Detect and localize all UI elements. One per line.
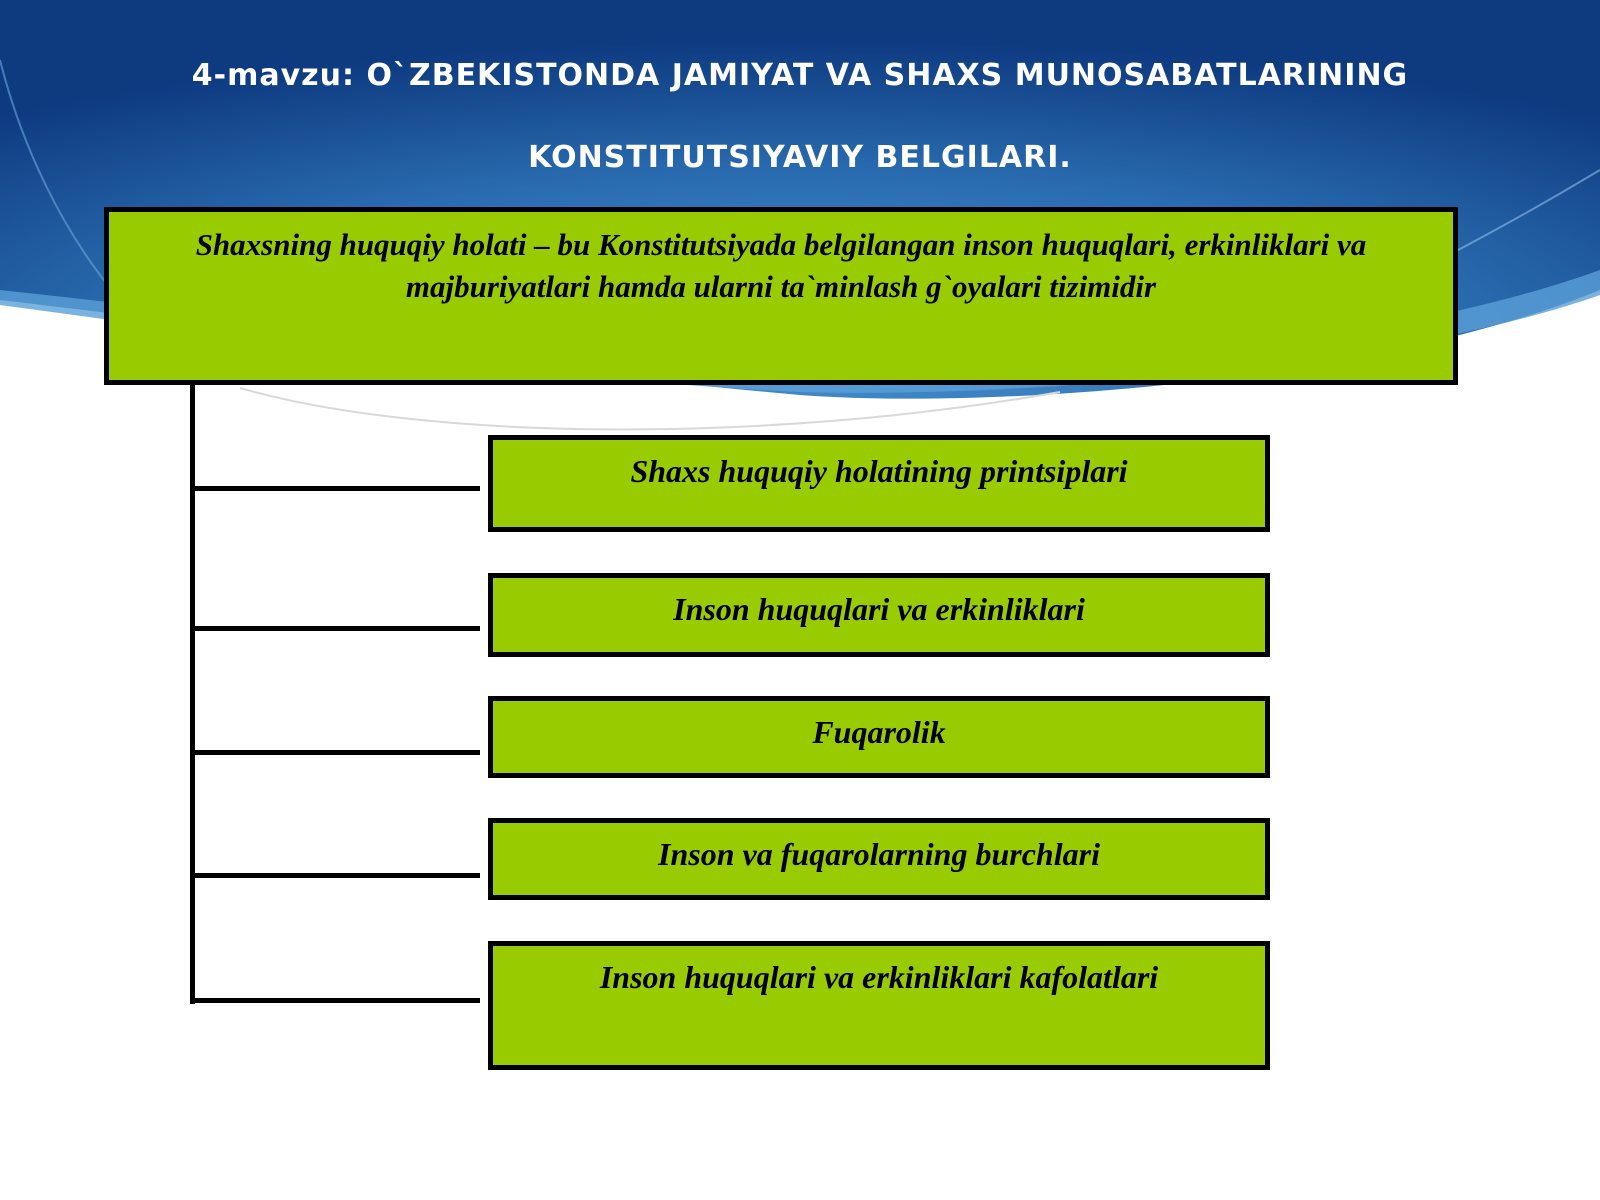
connector-branch-line — [190, 998, 480, 1003]
item-box-rights-freedoms: Inson huquqlari va erkinliklari — [488, 573, 1270, 657]
connector-trunk-line — [190, 385, 195, 1004]
slide-title-line-1: 4-mavzu: O`ZBEKISTONDA JAMIYAT VA SHAXS MUNOSABATLARINING — [191, 58, 1409, 93]
item-box-principles: Shaxs huquqiy holatining printsiplari — [488, 435, 1270, 532]
connector-branch-line — [190, 750, 480, 755]
item-box-guarantees: Inson huquqlari va erkinliklari kafolatlari — [488, 941, 1270, 1070]
connector-branch-line — [190, 873, 480, 878]
connector-branch-line — [190, 486, 480, 491]
item-box-citizenship: Fuqarolik — [488, 696, 1270, 778]
connector-branch-line — [190, 626, 480, 631]
item-box-duties: Inson va fuqarolarning burchlari — [488, 818, 1270, 900]
slide-title-line-2: KONSTITUTSIYAVIY BELGILARI. — [528, 140, 1072, 175]
main-definition-box: Shaxsning huquqiy holati – bu Konstitutsiyada belgilangan inson huquqlari, erkinliklari va majburiyatlari hamda ularni ta`minlash g`oyalari tizimidir — [104, 207, 1458, 385]
